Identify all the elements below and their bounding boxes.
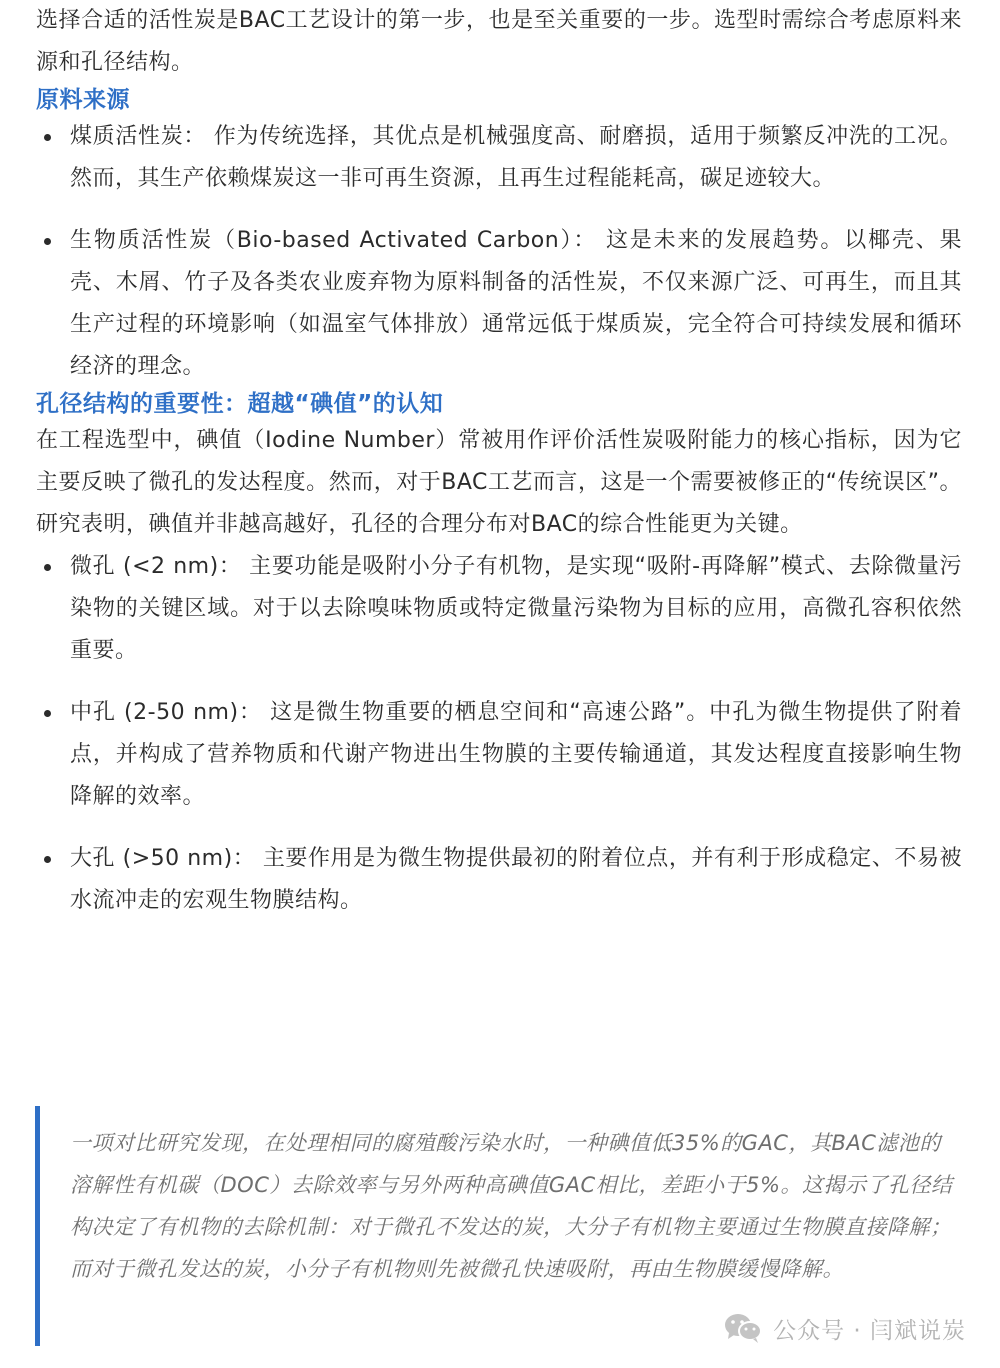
- section-heading-pore: 孔径结构的重要性：超越“碘值”的认知: [36, 391, 444, 417]
- intro-paragraph: 选择合适的活性炭是BAC工艺设计的第一步，也是至关重要的一步。选型时需综合考虑原料来源和孔径结构。: [36, 8, 962, 75]
- list-item-text: 中孔 (2-50 nm)： 这是微生物重要的栖息空间和“高速公路”。中孔为微生物提供了附着点，并构成了营养物质和代谢产物进出生物膜的主要传输通道，其发达程度直接影响生物降解的效率。: [70, 700, 962, 809]
- list-item: [36, 116, 962, 200]
- list-item-text: 大孔 (>50 nm)： 主要作用是为微生物提供最初的附着位点，并有利于形成稳定、不易被水流冲走的宏观生物膜结构。: [70, 846, 962, 913]
- pore-paragraph: 在工程选型中，碘值（Iodine Number）常被用作评价活性炭吸附能力的核心指标，因为它主要反映了微孔的发达程度。然而，对于BAC工艺而言，这是一个需要被修正的“传统误区”。研究表明，碘值并非越高越好，孔径的合理分布对BAC的综合性能更为关键。: [36, 428, 962, 537]
- list-item-text: 煤质活性炭： 作为传统选择，其优点是机械强度高、耐磨损，适用于频繁反冲洗的工况。然而，其生产依赖煤炭这一非可再生资源，且再生过程能耗高，碳足迹较大。: [70, 124, 962, 191]
- watermark: [723, 1310, 966, 1346]
- list-item-text: 微孔 (<2 nm)： 主要功能是吸附小分子有机物，是实现“吸附-再降解”模式、去除微量污染物的关键区域。对于以去除嗅味物质或特定微量污染物为目标的应用，高微孔容积依然重要。: [70, 554, 962, 663]
- bullet-icon: [44, 710, 51, 717]
- list-item: [36, 838, 962, 922]
- bullet-icon: [44, 238, 51, 245]
- wechat-icon: [723, 1312, 763, 1344]
- pore-list: [36, 546, 962, 922]
- section-heading-source: 原料来源: [36, 87, 130, 113]
- watermark-text: 公众号 · 闫斌说炭: [773, 1317, 966, 1344]
- list-item-text: 生物质活性炭（Bio-based Activated Carbon）： 这是未来的发展趋势。以椰壳、果壳、木屑、竹子及各类农业废弃物为原料制备的活性炭，不仅来源广泛、可再生，而且其生产过程的环境影响（如温室气体排放）通常远低于煤质炭，完全符合可持续发展和循环经济的理念。: [70, 228, 962, 379]
- list-item: [36, 692, 962, 818]
- article-content: [36, 0, 962, 922]
- bullet-icon: [44, 856, 51, 863]
- bullet-icon: [44, 564, 51, 571]
- source-list: [36, 116, 962, 388]
- list-item: [36, 546, 962, 672]
- blockquote-text: 一项对比研究发现，在处理相同的腐殖酸污染水时，一种碘值低35%的GAC，其BAC滤池的溶解性有机碳（DOC）去除效率与另外两种高碘值GAC相比，差距小于5%。这揭示了孔径结构决定了有机物的去除机制：对于微孔不发达的炭，大分子有机物主要通过生物膜直接降解；而对于微孔发达的炭，小分子有机物则先被微孔快速吸附，再由生物膜缓慢降解。: [70, 1131, 953, 1281]
- list-item: [36, 220, 962, 388]
- bullet-icon: [44, 134, 51, 141]
